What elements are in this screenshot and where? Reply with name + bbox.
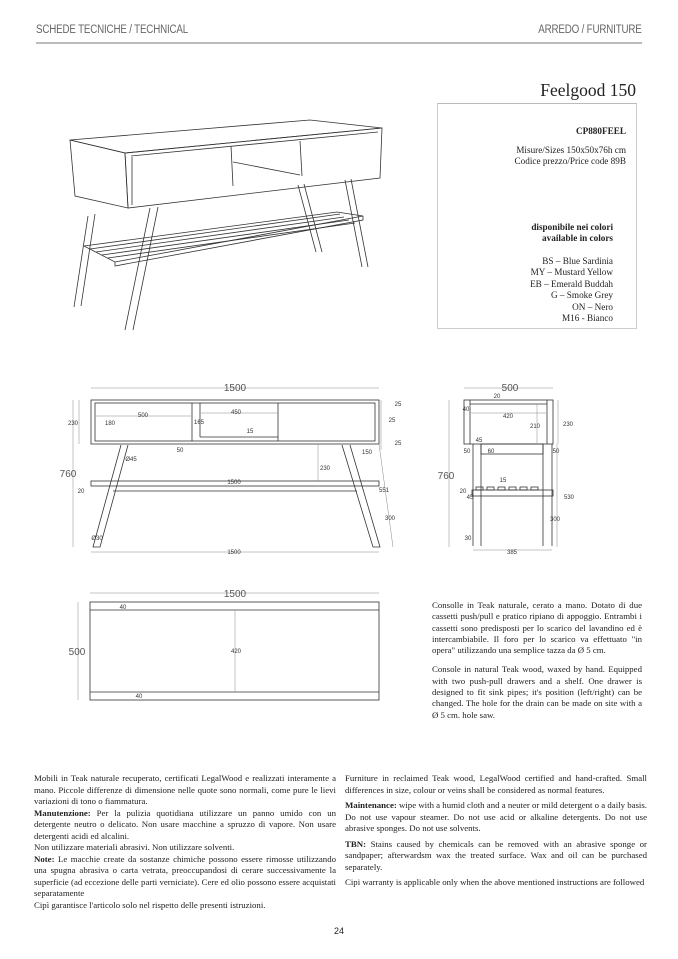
dim-side-width: 500 bbox=[501, 383, 519, 394]
care-en-maint-label: Maintenance: bbox=[345, 800, 397, 810]
dim-front-opening-h: 165 bbox=[193, 420, 205, 426]
color-item: MY – Mustard Yellow bbox=[530, 267, 613, 277]
color-item: G – Smoke Grey bbox=[550, 290, 613, 300]
care-it-maint: Per la pulizia quotidiana utilizzare un panno umido con un detergente neutro o delicato. Non usare macchine a spruzzo di vapore. Non usare detergenti acidi ed alcalini. bbox=[34, 807, 336, 841]
dim-front-r1: 25 bbox=[394, 402, 402, 408]
dim-front-gap: 50 bbox=[176, 448, 184, 454]
color-item: M16 - Bianco bbox=[561, 313, 613, 323]
dim-side-box-h: 230 bbox=[562, 422, 574, 428]
dim-side-inner: 420 bbox=[502, 414, 514, 420]
top-view-drawing bbox=[69, 589, 379, 700]
dim-side-leg: 45 bbox=[475, 438, 483, 444]
dim-side-foot: 30 bbox=[464, 536, 472, 542]
dim-front-leg-low: 300 bbox=[384, 516, 396, 522]
dim-front-box-h: 230 bbox=[67, 421, 79, 427]
color-item: EB – Emerald Buddah bbox=[530, 278, 613, 289]
care-en-tbn-label: TBN: bbox=[345, 838, 367, 849]
dim-front-shelf-w: 1500 bbox=[227, 480, 241, 486]
dim-front-leg-dia: Ø45 bbox=[125, 457, 137, 463]
dim-front-drawer-h: 180 bbox=[104, 421, 116, 427]
care-en-intro: Furniture in reclaimed Teak wood, LegalWood certified and hand-crafted. Small differences in size, colour or veins shall be considered as normal features. bbox=[345, 773, 647, 795]
color-item: BS – Blue Sardinia bbox=[542, 255, 613, 266]
dim-front-width: 1500 bbox=[223, 383, 247, 394]
dim-front-drawer: 500 bbox=[137, 413, 149, 419]
dim-side-top-t: 20 bbox=[493, 394, 501, 400]
dim-bottom-band: 40 bbox=[135, 694, 143, 700]
care-it-note-label: Note: bbox=[34, 853, 55, 864]
page-number: 24 bbox=[333, 926, 344, 936]
product-code: CP880FEEL bbox=[575, 126, 626, 136]
dim-top-depth: 500 bbox=[68, 647, 86, 658]
perspective-illustration bbox=[70, 120, 382, 330]
side-view-drawing bbox=[438, 383, 575, 556]
dim-front-thickness: 15 bbox=[246, 429, 254, 435]
care-it-warranty: Cipì garantisce l'articolo solo nel rispetto delle presenti istruzioni. bbox=[34, 899, 266, 910]
product-title: Feelgood 150 bbox=[540, 80, 636, 100]
care-en-warranty: Cipi warranty is applicable only when the above mentioned instructions are followed bbox=[345, 877, 645, 887]
dim-side-right-50: 50 bbox=[552, 449, 560, 455]
dim-side-shelf-l: 45 bbox=[466, 495, 474, 501]
care-it-maint-label: Manutenzione: bbox=[34, 807, 91, 818]
availability-it: disponibile nei colori bbox=[531, 221, 613, 232]
care-en-maint: wipe with a humid cloth and a neuter or mild detergent o a daily basis. Do not use vapour steamer. Do not use acid or alkaline detergents. Do not use abrasive sponges. Do not use solvents. bbox=[345, 800, 647, 833]
dim-side-side-t: 40 bbox=[462, 407, 470, 413]
dim-side-slat: 15 bbox=[499, 478, 507, 484]
care-it-intro: Mobili in Teak naturale recuperato, certificati LegalWood e realizzati interamente a mano. Piccole differenze di dimensione nelle quote sono normali, come pure le lievi variazioni di tono o fiammatura. bbox=[34, 773, 336, 806]
dim-front-width-bottom: 1500 bbox=[227, 550, 241, 556]
dim-front-clear: 230 bbox=[319, 466, 331, 472]
description-en: Console in natural Teak wood, waxed by hand. Equipped with two push-pull drawers and a shelf. One drawer is designed to fit sink pipes; it's position (left/right) can be changed. The hole for the drain can be made on site with a Ø 5 cm. hole saw. bbox=[432, 664, 642, 720]
product-price-code: Codice prezzo/Price code 89B bbox=[514, 156, 626, 166]
care-instructions-en bbox=[345, 773, 647, 893]
dim-side-leg-low: 300 bbox=[549, 517, 561, 523]
dim-top-width: 1500 bbox=[223, 589, 247, 600]
front-view-drawing bbox=[60, 383, 402, 556]
care-it-no-abrasive: Non utilizzare materiali abrasivi. Non utilizzare solventi. bbox=[34, 842, 235, 852]
dim-front-total-h: 760 bbox=[59, 469, 77, 480]
care-it-note: Le macchie create da sostanze chimiche possono essere rimosse utilizzando una spugna abrasiva o carta vetrata, preoccupandosi di cerare successivamente la superficie (ad eccezione delle parti verniciate). Cere ed olio possono essere acquistati separatamente bbox=[34, 853, 336, 898]
dim-front-opening: 450 bbox=[230, 410, 242, 416]
dim-side-drawer-h: 210 bbox=[529, 424, 541, 430]
header-section-left: SCHEDE TECNICHE / TECHNICAL bbox=[36, 24, 189, 36]
product-description bbox=[432, 600, 642, 729]
availability-en: available in colors bbox=[542, 233, 613, 243]
dim-top-inner: 420 bbox=[230, 649, 242, 655]
dim-front-r3: 25 bbox=[394, 441, 402, 447]
care-en-tbn: Stains caused by chemicals can be removed with an abrasive sponge or sandpaper; afterwardsm wax the treated surface. Wax and oil can be purchased separately. bbox=[345, 838, 647, 872]
product-sizes: Misure/Sizes 150x50x76h cm bbox=[516, 144, 626, 155]
header-section-right: ARREDO / FURNITURE bbox=[538, 24, 642, 36]
description-it: Consolle in Teak naturale, cerato a mano. Dotato di due cassetti push/pull e pratico ripiano di appoggio. Entrambi i cassetti sono predisposti per lo scarico del lavandino ed è intercambiabile. Il foro per lo scarico va effettuato "in opera" utilizzando una semplice tazza da Ø 5 cm. bbox=[432, 600, 642, 656]
dim-front-offset: 150 bbox=[361, 450, 373, 456]
dim-front-r2: 25 bbox=[388, 418, 396, 424]
dim-front-shelf-t: 20 bbox=[77, 489, 85, 495]
dim-front-foot: Ø30 bbox=[91, 536, 103, 542]
dim-side-shelf-h: 530 bbox=[563, 495, 575, 501]
care-instructions-it bbox=[34, 773, 336, 911]
dim-side-60: 60 bbox=[487, 449, 495, 455]
dim-front-shelf-r: 551 bbox=[378, 488, 390, 494]
dim-side-shelf-t: 20 bbox=[459, 489, 467, 495]
color-item: ON – Nero bbox=[572, 301, 613, 312]
dim-side-left-50: 50 bbox=[463, 449, 471, 455]
dim-side-total-h: 760 bbox=[437, 471, 455, 482]
dim-top-band: 40 bbox=[119, 605, 127, 611]
dim-side-base: 385 bbox=[506, 550, 518, 556]
